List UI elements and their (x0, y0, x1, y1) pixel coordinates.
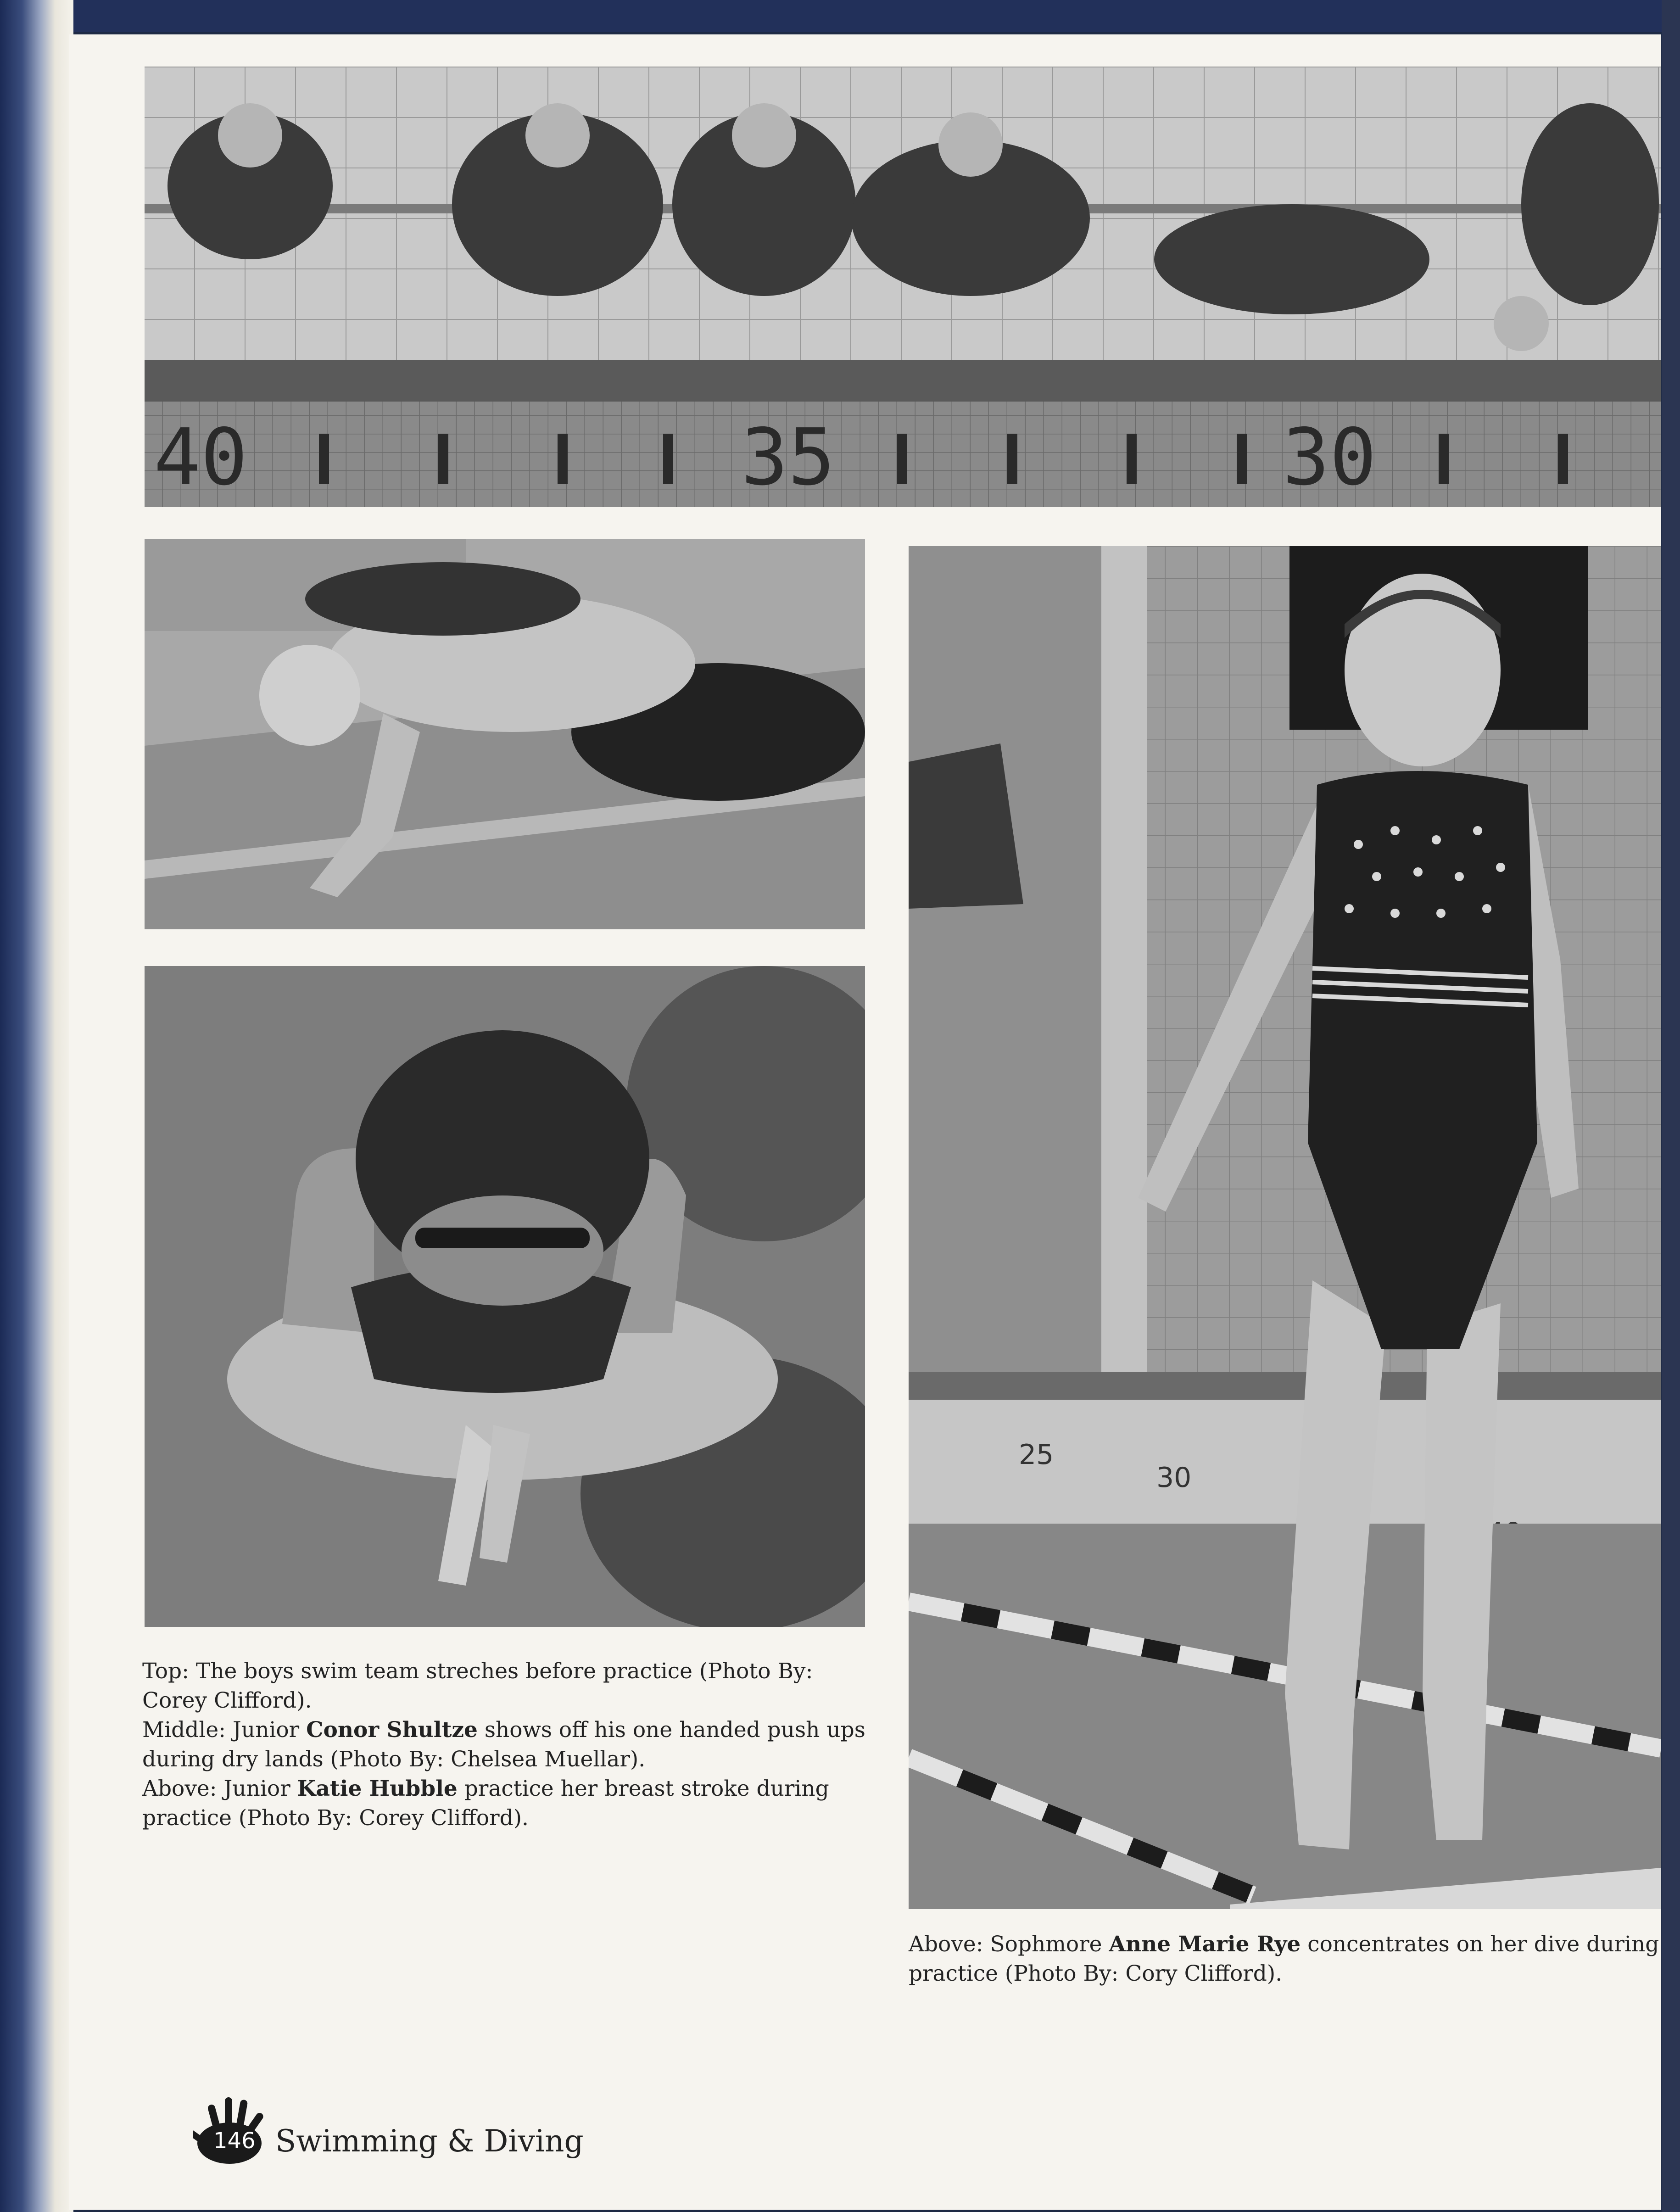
caption-right (909, 1930, 1661, 1989)
photo-team-stretching (145, 67, 1661, 507)
photo-diver (909, 546, 1661, 1909)
photo-one-handed-pushup (145, 539, 865, 929)
caption-middle-label: Middle: (142, 1717, 226, 1743)
caption-above-line (142, 1774, 867, 1833)
caption-top-line (142, 1657, 867, 1715)
caption-right-text: concentrates on her dive during practice (Photo By: Cory Clifford). (909, 1932, 1659, 1986)
caption-middle-name: Conor Shultze (306, 1717, 478, 1743)
caption-right-name: Anne Marie Rye (1109, 1932, 1301, 1957)
page-number: 146 (213, 2128, 256, 2154)
caption-above-name: Katie Hubble (297, 1776, 458, 1801)
lane-marker-40: 40 (154, 412, 248, 503)
page-footer (193, 2095, 606, 2164)
pool-marker-25: 25 (1019, 1439, 1054, 1471)
book-edge-right (1662, 0, 1680, 2212)
book-binding (0, 0, 73, 2212)
book-edge-top (0, 0, 1680, 32)
lane-marker-30: 30 (1283, 412, 1377, 503)
caption-middle-text: shows off his one handed push ups during dry lands (Photo By: Chelsea Muellar). (142, 1717, 865, 1772)
section-title: Swimming & Diving (275, 2123, 584, 2159)
caption-right-label: Above: (909, 1932, 983, 1957)
yearbook-page (69, 34, 1661, 2210)
photo-breaststroke (145, 966, 865, 1627)
caption-above-label: Above: (142, 1776, 217, 1801)
caption-top-text: The boys swim team streches before practice (Photo By: Corey Clifford). (142, 1659, 813, 1713)
lane-marker-35: 35 (741, 412, 835, 503)
caption-middle-line (142, 1715, 867, 1774)
caption-middle-pre: Junior (232, 1717, 300, 1743)
caption-right-pre: Sophmore (990, 1932, 1102, 1957)
caption-above-text: practice her breast stroke during practice (Photo By: Corey Clifford). (142, 1776, 829, 1831)
caption-left (142, 1657, 867, 1833)
pool-marker-30: 30 (1156, 1462, 1192, 1494)
caption-top-label: Top: (142, 1659, 189, 1684)
caption-above-pre: Junior (223, 1776, 290, 1801)
